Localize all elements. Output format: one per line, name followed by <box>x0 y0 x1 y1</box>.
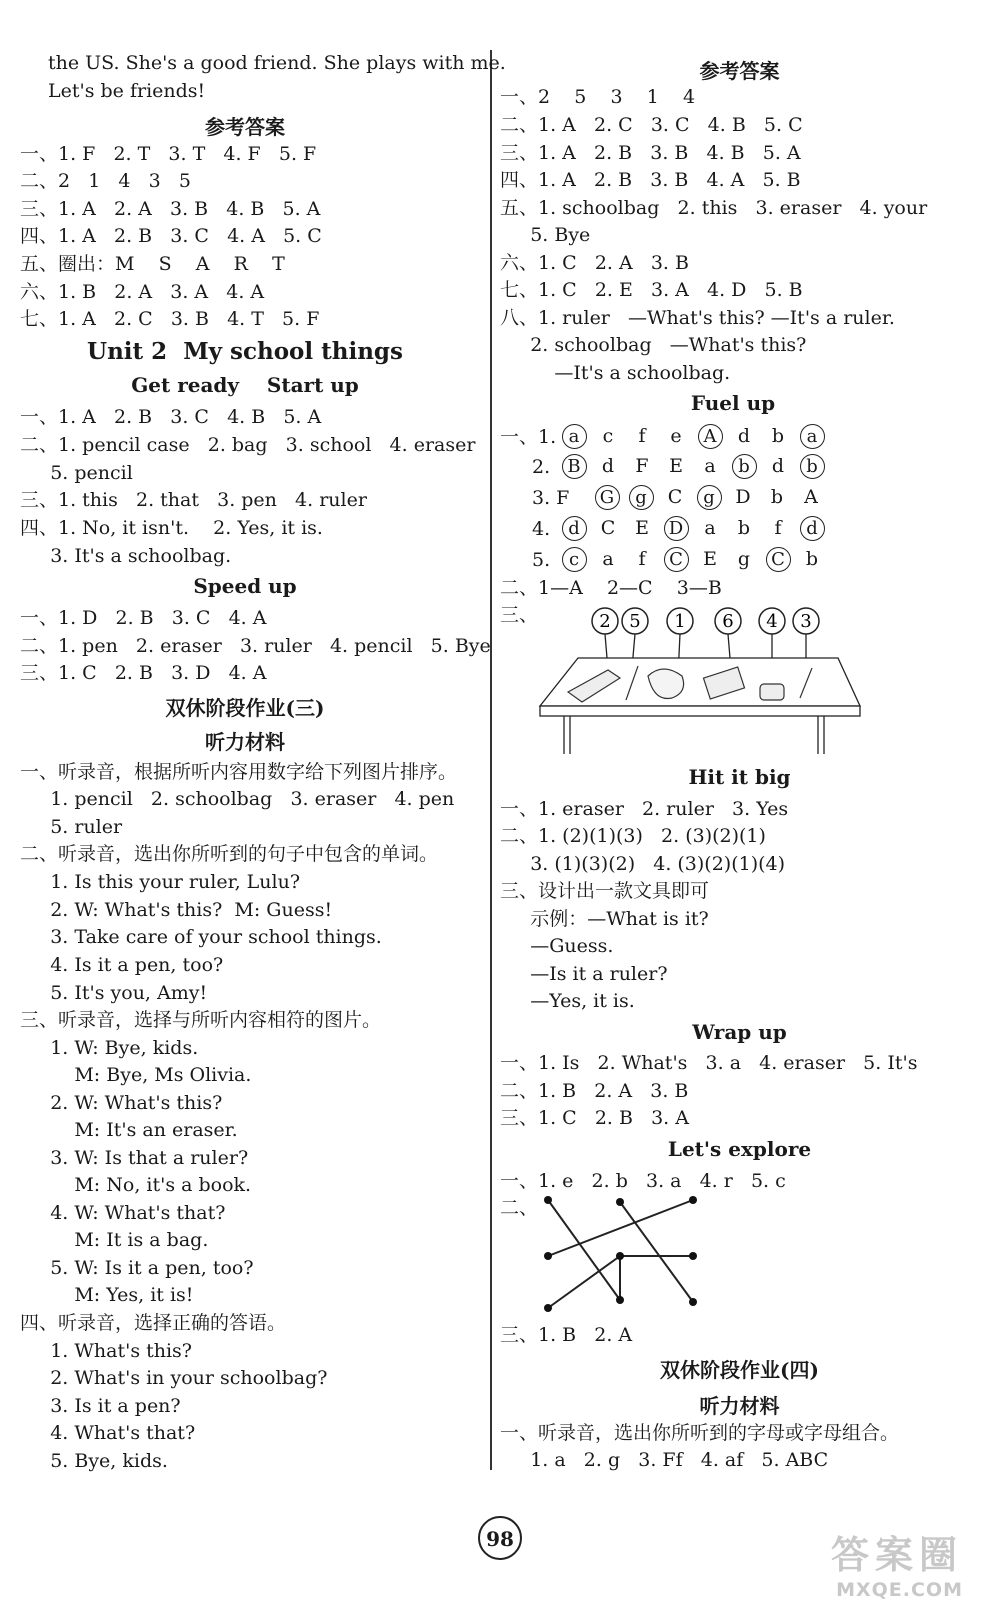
answer-line: 五、圈出：M S A R T <box>20 253 285 275</box>
listening-line: 2. What's in your schoolbag? <box>20 1367 328 1389</box>
circled-letter: a <box>800 424 825 449</box>
answer-line: —Is it a ruler? <box>500 963 668 985</box>
letter: D <box>735 486 751 508</box>
bubble-number: 3 <box>800 611 812 632</box>
listening-line: 1. pencil 2. schoolbag 3. eraser 4. pen <box>20 788 455 810</box>
watermark-text: 答案圈 <box>830 1533 963 1577</box>
section-heading: 听力材料 <box>699 1394 780 1418</box>
listening-line: 4. W: What's that? <box>20 1202 226 1224</box>
answer-line: 二、 <box>500 1197 539 1219</box>
intro-line: the US. She's a good friend. She plays with me. <box>48 52 506 74</box>
circled-letter: C <box>664 547 689 572</box>
circled-letter: g <box>697 485 722 510</box>
letter: E <box>635 517 649 539</box>
letter-cell <box>594 516 622 540</box>
letter: C <box>600 517 616 539</box>
answer-line: 八、1. ruler —What's this? —It's a ruler. <box>500 307 895 329</box>
answer-line: 三、1. A 2. B 3. B 4. B 5. A <box>500 142 801 164</box>
listening-line: 2. W: What's this? M: Guess! <box>20 899 333 921</box>
letter: f <box>638 425 646 447</box>
letter: F <box>635 455 649 477</box>
answer-line: 5. Bye <box>500 224 591 246</box>
answer-line: —Guess. <box>500 935 614 957</box>
letter-cell <box>798 454 826 479</box>
letter-cell <box>764 516 792 540</box>
letter: a <box>602 548 614 570</box>
letter-cell <box>764 547 792 572</box>
letter-cell <box>628 454 656 478</box>
letter-cell <box>627 485 655 510</box>
letter-cell <box>730 424 758 448</box>
answer-line: 二、1—A 2—C 3—B <box>500 577 722 599</box>
listening-line: M: It's an eraser. <box>20 1119 238 1141</box>
letter: f <box>638 548 646 570</box>
circled-letter: d <box>800 516 825 541</box>
letter-cell <box>662 516 690 541</box>
bubble-number: 5 <box>629 611 641 632</box>
letter: a <box>704 455 716 477</box>
letter-cell <box>696 516 724 540</box>
number-bubbles <box>592 608 819 634</box>
answer-line: 四、1. No, it isn't. 2. Yes, it is. <box>20 517 323 539</box>
watermark-url: MXQE.COM <box>836 1579 963 1601</box>
answer-line: 三、1. this 2. that 3. pen 4. ruler <box>20 489 367 511</box>
answer-line: 二、2 1 4 3 5 <box>20 170 191 192</box>
circled-letter: C <box>766 547 791 572</box>
letter-cell <box>730 516 758 540</box>
answer-line: 一、1. F 2. T 3. T 4. F 5. F <box>20 143 317 165</box>
answer-line: 一、1. e 2. b 3. a 4. r 5. c <box>500 1170 786 1192</box>
letter: E <box>703 548 717 570</box>
circled-letter: A <box>698 424 723 449</box>
answer-line: 三、1. C 2. B 3. D 4. A <box>20 662 267 684</box>
letter-cell <box>594 454 622 478</box>
section-heading: 双休阶段作业(四) <box>660 1358 819 1382</box>
letter-cell <box>662 454 690 478</box>
listening-line: 1. What's this? <box>20 1340 192 1362</box>
answer-line: 二、1. A 2. C 3. C 4. B 5. C <box>500 114 803 136</box>
letter-cell <box>662 424 690 448</box>
section-heading: Wrap up <box>692 1020 787 1044</box>
column-divider <box>490 50 492 1470</box>
answer-line: 三、1. B 2. A <box>500 1324 633 1346</box>
letter-cell <box>696 454 724 478</box>
listening-line: M: Bye, Ms Olivia. <box>20 1064 252 1086</box>
letter-cell <box>560 454 588 479</box>
answer-line: 三、 <box>500 604 539 626</box>
listening-line: 一、听录音，选出你所听到的字母或字母组合。 <box>500 1422 900 1444</box>
answer-line: 示例：—What is it? <box>500 908 709 930</box>
letter: b <box>805 548 819 570</box>
letter: b <box>737 517 751 539</box>
watermark-logo <box>778 1524 963 1601</box>
circled-letter: B <box>562 454 587 479</box>
letter: b <box>770 486 784 508</box>
answer-line: 五、1. schoolbag 2. this 3. eraser 4. your <box>500 197 928 219</box>
letter: A <box>804 486 818 508</box>
circled-letter: D <box>664 516 689 541</box>
letter: E <box>669 455 683 477</box>
section-heading: 听力材料 <box>205 730 285 754</box>
answer-line: 一、1. D 2. B 3. C 4. A <box>20 607 267 629</box>
letter-cell <box>764 454 792 478</box>
circled-letter: b <box>732 454 757 479</box>
letter-cell <box>628 424 656 448</box>
answer-line: 5. pencil <box>20 462 133 484</box>
answer-line: 一、1. Is 2. What's 3. a 4. eraser 5. It's <box>500 1052 918 1074</box>
listening-line: 5. ruler <box>20 816 123 838</box>
listening-line: 5. It's you, Amy! <box>20 982 208 1004</box>
answer-line: 二、1. pencil case 2. bag 3. school 4. eraser <box>20 434 476 456</box>
listening-line: 三、听录音，选择与所听内容相符的图片。 <box>20 1009 382 1031</box>
listening-line: 5. Bye, kids. <box>20 1450 168 1472</box>
listening-line: 2. W: What's this? <box>20 1092 223 1114</box>
answer-line: 2. schoolbag —What's this? <box>500 334 807 356</box>
matching-lines <box>538 1190 708 1315</box>
letter-row-label: 4. <box>532 518 551 540</box>
answer-line: 三、设计出一款文具即可 <box>500 880 710 902</box>
answer-line: 一、2 5 3 1 4 <box>500 86 696 108</box>
bubble-number: 1 <box>674 611 686 632</box>
listening-line: 3. Is it a pen? <box>20 1395 181 1417</box>
section-heading: Fuel up <box>690 391 776 415</box>
section-heading: Speed up <box>193 574 297 598</box>
letter-cell <box>696 547 724 571</box>
letter-cell <box>798 516 826 541</box>
listening-line: 5. W: Is it a pen, too? <box>20 1257 254 1279</box>
circled-letter: b <box>800 454 825 479</box>
answer-line: 二、1. (2)(1)(3) 2. (3)(2)(1) <box>500 825 766 847</box>
letter-row-label: 5. <box>532 549 551 571</box>
answer-line: 一、1. A 2. B 3. C 4. B 5. A <box>20 406 322 428</box>
letter-cell <box>730 547 758 571</box>
letter-cell <box>798 547 826 571</box>
listening-line: 1. W: Bye, kids. <box>20 1037 199 1059</box>
listening-line: 3. Take care of your school things. <box>20 926 382 948</box>
answer-line: 一、1. eraser 2. ruler 3. Yes <box>500 798 789 820</box>
letter: a <box>704 517 716 539</box>
listening-line: M: It is a bag. <box>20 1229 209 1251</box>
letter: e <box>670 425 682 447</box>
letter-cell <box>797 485 825 509</box>
bubble-number: 2 <box>599 611 611 632</box>
letter: g <box>737 548 751 570</box>
letter-cell <box>594 424 622 448</box>
letter: c <box>602 425 614 447</box>
answer-line: 七、1. C 2. E 3. A 4. D 5. B <box>500 279 803 301</box>
listening-line: 3. W: Is that a ruler? <box>20 1147 249 1169</box>
listening-line: 4. Is it a pen, too? <box>20 954 224 976</box>
letter-cell <box>661 485 689 509</box>
answer-line: 四、1. A 2. B 3. B 4. A 5. B <box>500 169 801 191</box>
listening-line: 1. Is this your ruler, Lulu? <box>20 871 300 893</box>
answer-line: 七、1. A 2. C 3. B 4. T 5. F <box>20 308 320 330</box>
intro-line: Let's be friends! <box>48 80 206 102</box>
listening-line: 二、听录音，选出你所听到的句子中包含的单词。 <box>20 843 439 865</box>
answer-line: 四、1. A 2. B 3. C 4. A 5. C <box>20 225 322 247</box>
circled-letter: G <box>595 485 620 510</box>
answer-line: —Yes, it is. <box>500 990 635 1012</box>
answer-line: 3. It's a schoolbag. <box>20 545 232 567</box>
listening-line: 四、听录音，选择正确的答语。 <box>20 1312 287 1334</box>
answer-line: 六、1. C 2. A 3. B <box>500 252 689 274</box>
letter-cell <box>798 424 826 449</box>
section-heading: 双休阶段作业(三) <box>165 696 325 720</box>
letter: d <box>737 425 751 447</box>
letter: b <box>771 425 785 447</box>
letter-cell <box>560 424 588 449</box>
letter-row-label: 一、1. <box>500 426 557 448</box>
letter: C <box>667 486 683 508</box>
answers-heading: 参考答案 <box>699 59 780 83</box>
listening-line: M: No, it's a book. <box>20 1174 252 1196</box>
unit-title: Unit 2 My school things <box>87 338 403 365</box>
circled-letter: a <box>562 424 587 449</box>
listening-line: 1. a 2. g 3. Ff 4. af 5. ABC <box>500 1449 829 1471</box>
letter-cell <box>763 485 791 509</box>
letter-cell <box>560 547 588 572</box>
circled-letter: g <box>629 485 654 510</box>
listening-line: 一、听录音，根据所听内容用数字给下列图片排序。 <box>20 761 458 783</box>
letter-cell <box>729 485 757 509</box>
section-heading: Let's explore <box>667 1137 812 1161</box>
answer-line: —It's a schoolbag. <box>500 362 731 384</box>
answers-heading: 参考答案 <box>205 115 285 139</box>
letter: d <box>771 455 785 477</box>
section-heading: Get ready Start up <box>131 373 359 397</box>
answer-line: 六、1. B 2. A 3. A 4. A <box>20 281 265 303</box>
letter-cell <box>594 547 622 571</box>
bubble-number: 4 <box>766 611 778 632</box>
letter-row-label: 2. <box>532 456 551 478</box>
answer-line: 二、1. pen 2. eraser 3. ruler 4. pencil 5. Bye <box>20 635 491 657</box>
letter-cell <box>628 547 656 571</box>
letter: d <box>601 455 615 477</box>
letter-cell <box>560 516 588 541</box>
letter: f <box>774 517 782 539</box>
circled-letter: c <box>562 547 587 572</box>
answer-line: 二、1. B 2. A 3. B <box>500 1080 689 1102</box>
circled-letter: d <box>562 516 587 541</box>
letter-row-label: 3. F <box>532 487 570 509</box>
letter-cell <box>593 485 621 510</box>
answer-line: 三、1. A 2. A 3. B 4. B 5. A <box>20 198 321 220</box>
letter-cell <box>696 424 724 449</box>
listening-line: M: Yes, it is! <box>20 1284 194 1306</box>
section-heading: Hit it big <box>688 765 791 789</box>
letter-cell <box>695 485 723 510</box>
listening-line: 4. What's that? <box>20 1422 196 1444</box>
page-number: 98 <box>478 1516 522 1560</box>
bubble-number: 6 <box>722 611 734 632</box>
letter-cell <box>730 454 758 479</box>
answer-line: 三、1. C 2. B 3. A <box>500 1107 689 1129</box>
letter-cell <box>764 424 792 448</box>
answer-line: 3. (1)(3)(2) 4. (3)(2)(1)(4) <box>500 853 786 875</box>
desk-illustration <box>538 606 868 756</box>
letter-cell <box>662 547 690 572</box>
letter-cell <box>628 516 656 540</box>
